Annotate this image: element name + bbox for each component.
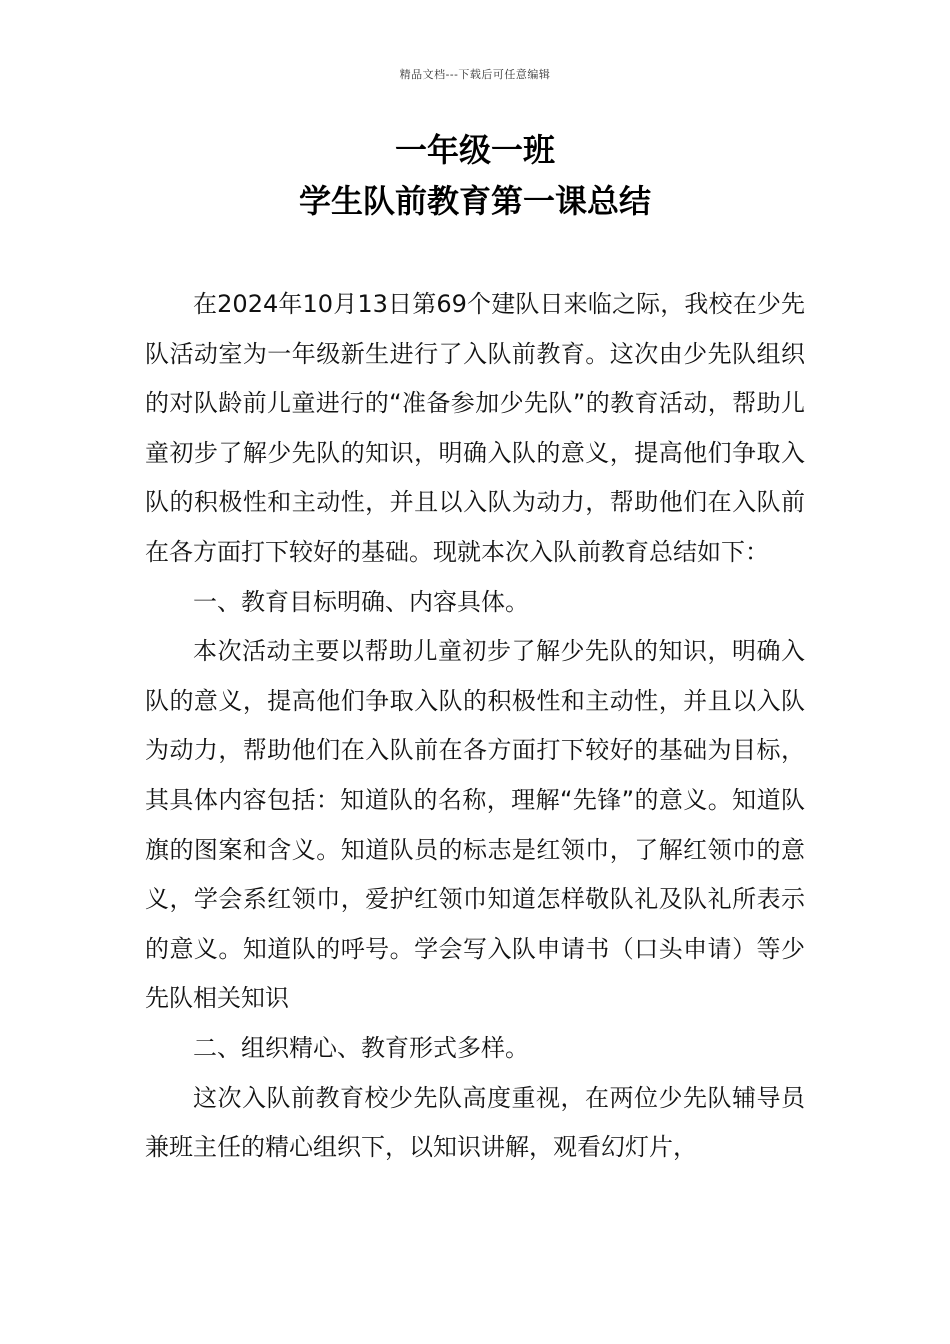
document-body: [145, 280, 805, 1173]
header-note: 精品文档---下载后可任意编辑: [399, 68, 551, 81]
document-title-line-1: 一年级一班: [394, 131, 555, 169]
paragraph-section-2: 这次入队前教育校少先队高度重视，在两位少先队辅导员兼班主任的精心组织下，以知识讲解，观看幻灯片，: [145, 1083, 805, 1162]
paragraph-intro: 在2024年10月13日第69个建队日来临之际，我校在少先队活动室为一年级新生进行了入队前教育。这次由少先队组织的对队龄前儿童进行的“准备参加少先队”的教育活动，帮助儿童初步了解少先队的知识，明确入队的意义，提高他们争取入队的积极性和主动性，并且以入队为动力，帮助他们在入队前在各方面打下较好的基础。现就本次入队前教育总结如下：: [145, 290, 805, 566]
section-heading-1: 一、教育目标明确、内容具体。: [193, 587, 529, 616]
paragraph-section-1: 本次活动主要以帮助儿童初步了解少先队的知识，明确入队的意义，提高他们争取入队的积极性和主动性，并且以入队为动力，帮助他们在入队前在各方面打下较好的基础为目标，其具体内容包括：知道队的名称，理解“先锋”的意义。知道队旗的图案和含义。知道队员的标志是红领巾，了解红领巾的意义，学会系红领巾，爱护红领巾知道怎样敬队礼及队礼所表示的意义。知道队的呼号。学会写入队申请书（口头申请）等少先队相关知识: [145, 637, 805, 1013]
section-heading-2: 二、组织精心、教育形式多样。: [193, 1033, 529, 1062]
document-title-line-2: 学生队前教育第一课总结: [298, 182, 651, 220]
